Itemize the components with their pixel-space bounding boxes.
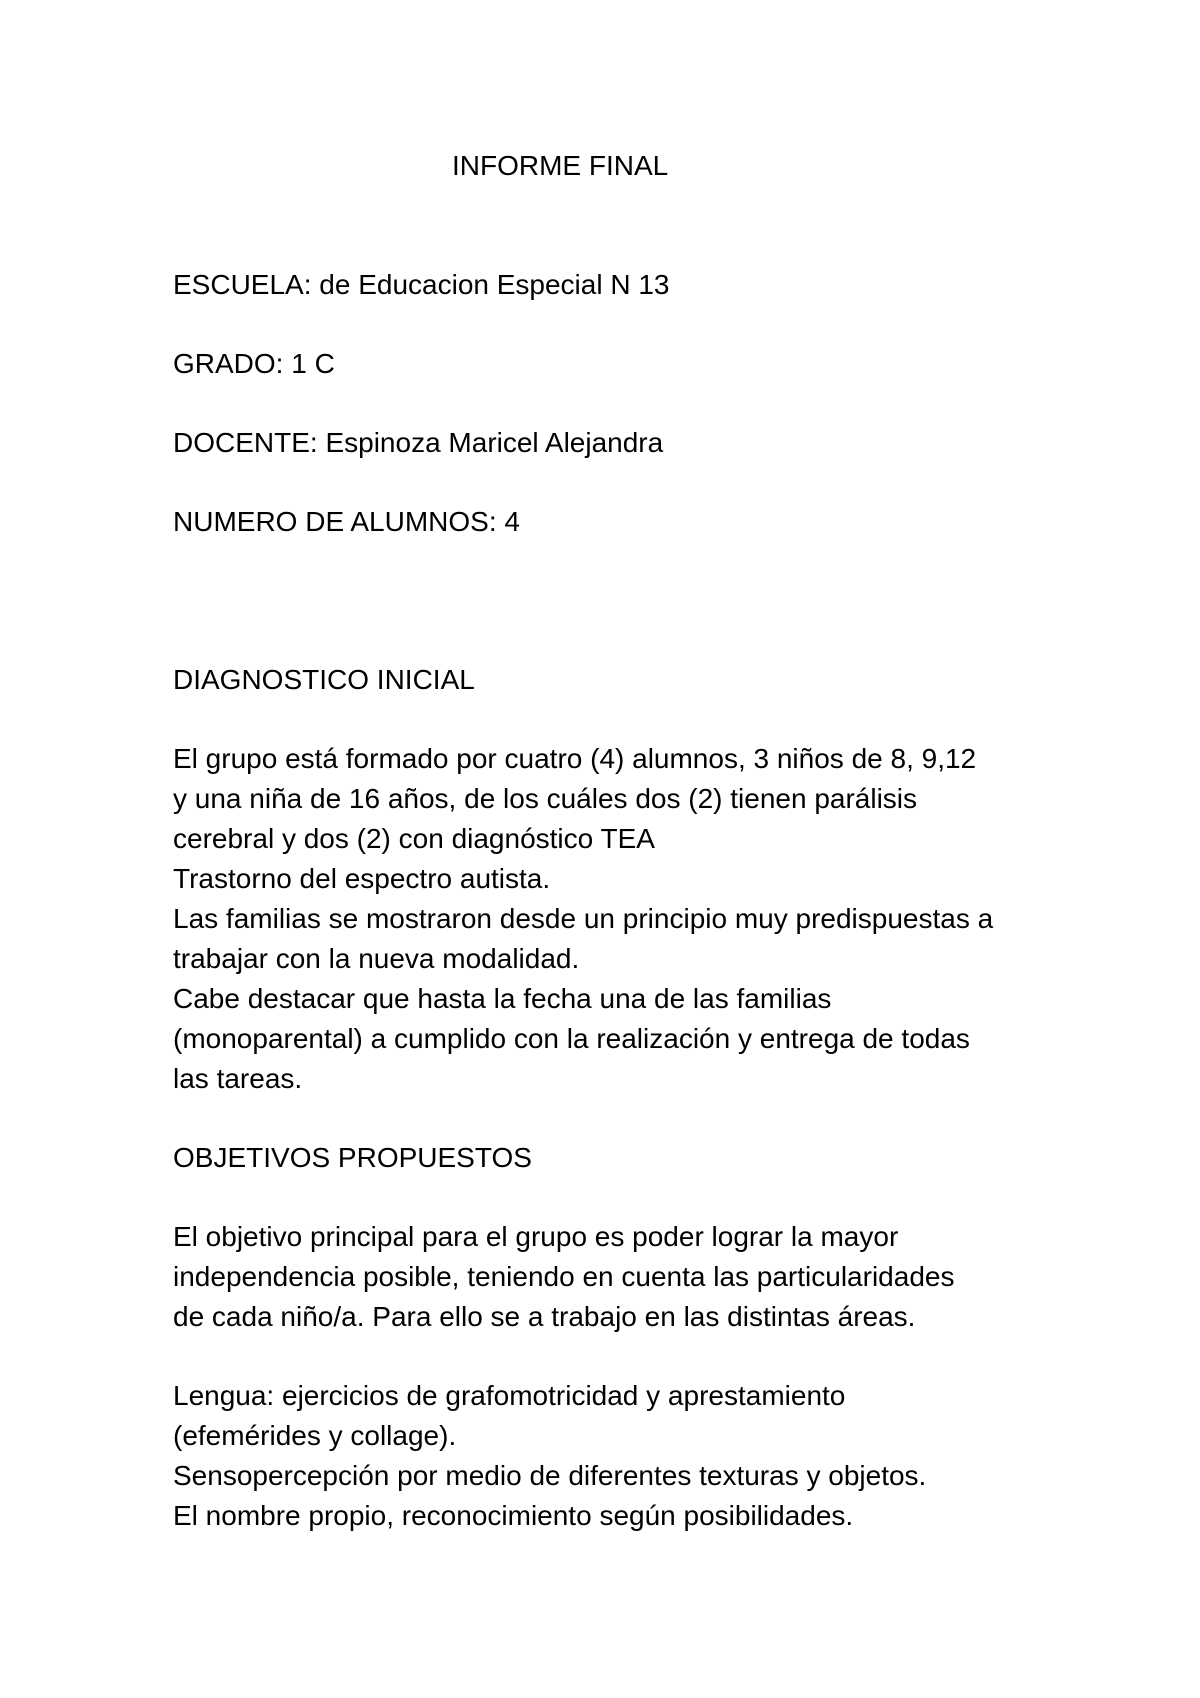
paragraph-line: y una niña de 16 años, de los cuáles dos (2) tienen parálisis: [173, 783, 918, 814]
paragraph-line: Cabe destacar que hasta la fecha una de las familias: [173, 983, 832, 1014]
section-heading-objetivos: OBJETIVOS PROPUESTOS: [173, 1142, 532, 1173]
paragraph-line: de cada niño/a. Para ello se a trabajo en las distintas áreas.: [173, 1301, 916, 1332]
paragraph-line: trabajar con la nueva modalidad.: [173, 943, 580, 974]
paragraph-line: Lengua: ejercicios de grafomotricidad y aprestamiento: [173, 1380, 846, 1411]
field-escuela: ESCUELA: de Educacion Especial N 13: [173, 269, 670, 300]
paragraph-line: El objetivo principal para el grupo es poder lograr la mayor: [173, 1221, 899, 1252]
paragraph-line: independencia posible, teniendo en cuenta las particularidades: [173, 1261, 955, 1292]
paragraph-line: El grupo está formado por cuatro (4) alumnos, 3 niños de 8, 9,12: [173, 743, 977, 774]
document-title: INFORME FINAL: [452, 150, 669, 181]
paragraph-line: Las familias se mostraron desde un principio muy predispuestas a: [173, 903, 994, 934]
paragraph-line: Sensopercepción por medio de diferentes texturas y objetos.: [173, 1460, 927, 1491]
paragraph-line: (monoparental) a cumplido con la realización y entrega de todas: [173, 1023, 970, 1054]
field-docente: DOCENTE: Espinoza Maricel Alejandra: [173, 427, 664, 458]
section-heading-diagnostico: DIAGNOSTICO INICIAL: [173, 664, 475, 695]
field-grado: GRADO: 1 C: [173, 348, 335, 379]
paragraph-line: Trastorno del espectro autista.: [173, 863, 551, 894]
paragraph-line: El nombre propio, reconocimiento según posibilidades.: [173, 1500, 854, 1531]
paragraph-line: las tareas.: [173, 1063, 303, 1094]
paragraph-line: (efemérides y collage).: [173, 1420, 457, 1451]
field-numero-alumnos: NUMERO DE ALUMNOS: 4: [173, 506, 520, 537]
paragraph-line: cerebral y dos (2) con diagnóstico TEA: [173, 823, 655, 854]
